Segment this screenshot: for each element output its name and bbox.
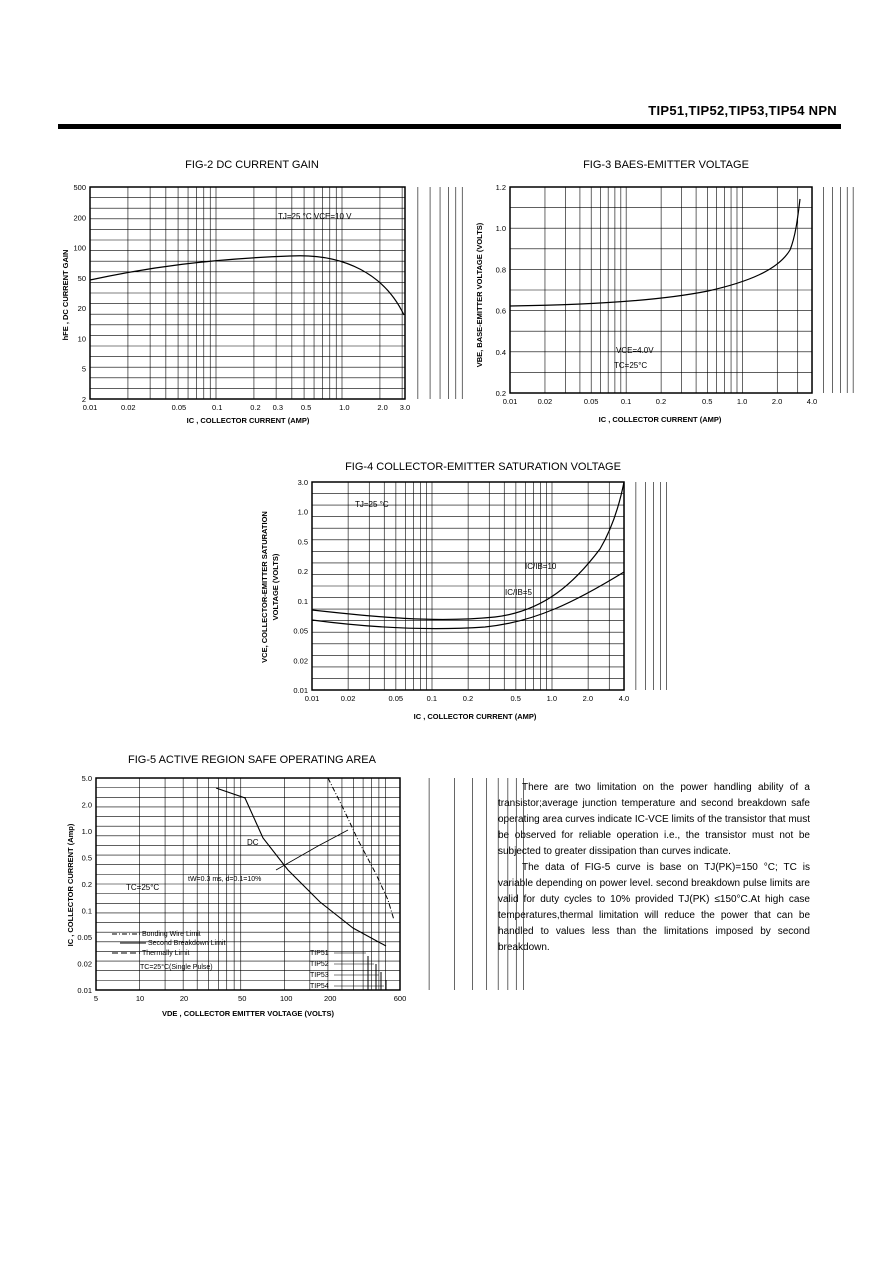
fig2-xlabel: IC , COLLECTOR CURRENT (AMP) [186, 416, 310, 425]
fig5-bonding-limit [328, 778, 394, 920]
fig5-ytick-label: 0.2 [81, 880, 92, 889]
fig3-xticks [503, 397, 818, 406]
fig2-xtick-label: 0.1 [211, 403, 223, 412]
fig4-ytick-label: 0.05 [293, 626, 308, 636]
fig5-legend-single-pulse: TC=25°C(Single Pulse) [140, 964, 213, 971]
fig5-ytick-label: 5.0 [81, 774, 92, 783]
fig5-ytick-label: 0.02 [77, 959, 92, 969]
fig5-xtick-label: 50 [238, 994, 247, 1003]
fig3-xlabel: IC , COLLECTOR CURRENT (AMP) [598, 415, 722, 424]
fig5-legend-second-breakdown: Second Breakdown Limit [148, 940, 226, 947]
fig5-xtick-label: 100 [279, 994, 293, 1003]
fig5-ytick-label: 1.0 [81, 827, 92, 836]
fig4-curve2-label: IC/IB=5 [505, 588, 532, 597]
fig4-ytick-label: 0.02 [293, 656, 308, 666]
fig4-annotation: TJ=25 °C [355, 500, 389, 509]
page-header-title: TIP51,TIP52,TIP53,TIP54 NPN [648, 103, 837, 118]
fig4-xlabel: IC , COLLECTOR CURRENT (AMP) [413, 712, 537, 721]
fig2-title: FIG-2 DC CURRENT GAIN [185, 159, 319, 171]
fig4-yticks [293, 478, 308, 695]
fig2-xtick-label: 3.0 [399, 403, 411, 412]
fig5-device-tip53: TIP53 [310, 972, 329, 979]
fig5-xlabel: VDE , COLLECTOR EMITTER VOLTAGE (VOLTS) [162, 1009, 334, 1018]
fig5-xtick-label: 20 [179, 994, 189, 1003]
fig5-pulse-label: tW=0.3 ms, d=0.1=10% [188, 876, 262, 883]
fig2-ytick-label: 20 [77, 304, 86, 314]
fig3-ylabel: VBE, BASE-EMITTER VOLTAGE (VOLTS) [475, 222, 484, 368]
fig5-ytick-label: 0.01 [77, 986, 92, 995]
fig3-xtick-label: 1.0 [736, 397, 748, 406]
fig4-xtick-label: 0.01 [304, 694, 320, 703]
fig3-grid [510, 187, 853, 393]
fig3-ytick-label: 1.0 [495, 224, 506, 234]
fig5-title: FIG-5 ACTIVE REGION SAFE OPERATING AREA [128, 754, 376, 766]
fig2-ytick-label: 50 [77, 273, 86, 283]
fig2-ytick-label: 200 [73, 213, 86, 223]
fig5-ytick-label: 2.0 [81, 800, 92, 810]
fig2-ytick-label: 2 [81, 395, 86, 404]
description-text [498, 780, 810, 956]
fig2-grid [90, 187, 462, 399]
fig4-chart [255, 457, 655, 727]
fig3-ytick-label: 1.2 [495, 183, 506, 192]
fig5-ytick-label: 0.1 [81, 906, 92, 916]
fig4-xtick-label: 1.0 [546, 694, 558, 703]
fig4-ytick-label: 0.5 [297, 537, 308, 547]
fig2-ytick-label: 10 [77, 334, 86, 344]
description-paragraph-2: The data of FIG-5 curve is base on TJ(PK)=150 °C; TC is variable depending on power level. second breakdown pulse limits are valid for duty cycles to 10% provided TJ(PK) ≤150°C.At high case temperatures,thermal limitation will reduce the power that can be handled to values less than the limitations imposed by second breakdown. [498, 862, 810, 953]
fig5-ylabel: IC , COLLECTOR CURRENT (Amp) [66, 823, 75, 947]
fig4-xtick-label: 0.5 [510, 694, 521, 703]
fig2-ytick-label: 5 [81, 364, 86, 374]
fig5-yticks [77, 774, 92, 995]
fig3-ytick-label: 0.8 [495, 265, 506, 275]
fig3-annotation-tc: TC=25°C [614, 361, 648, 370]
fig3-ytick-label: 0.2 [495, 389, 506, 398]
fig5-legend-bonding: Bonding Wire Limit [142, 931, 201, 938]
fig2-ylabel: hFE , DC CURRENT GAIN [61, 249, 70, 341]
fig4-ytick-label: 1.0 [297, 507, 308, 517]
fig3-xtick-label: 0.02 [537, 397, 553, 406]
fig3-chart [468, 155, 838, 430]
fig2-ytick-label: 100 [73, 243, 86, 253]
fig5-ytick-label: 0.05 [77, 933, 92, 942]
fig4-xtick-label: 4.0 [618, 694, 630, 703]
fig2-yticks [73, 183, 86, 404]
fig5-device-labels [310, 950, 384, 990]
fig2-xtick-label: 0.2 [250, 403, 261, 412]
fig2-curve [90, 256, 404, 315]
fig3-xtick-label: 0.01 [502, 397, 518, 406]
fig3-xtick-label: 0.2 [655, 397, 667, 406]
fig5-xtick-label: 200 [323, 994, 337, 1003]
fig4-xticks [305, 694, 630, 703]
fig2-xticks [83, 403, 411, 412]
fig5-xtick-label: 5 [93, 994, 99, 1003]
fig4-curve1-label: IC/IB=10 [525, 562, 557, 571]
fig5-chart [58, 750, 418, 1025]
fig2-ytick-label: 500 [73, 183, 86, 192]
fig4-xtick-label: 2.0 [582, 694, 594, 703]
fig5-device-tip51: TIP51 [310, 950, 329, 957]
fig4-xtick-label: 0.02 [340, 694, 356, 703]
fig5-xtick-label: 10 [135, 994, 145, 1003]
fig4-ytick-label: 3.0 [297, 478, 308, 487]
fig5-xticks [94, 994, 406, 1003]
fig3-ytick-label: 0.4 [495, 347, 506, 357]
header-rule [58, 124, 841, 129]
fig2-xtick-label: 1.0 [339, 403, 350, 412]
fig2-xtick-label: 0.3 [272, 403, 284, 412]
fig4-grid [312, 482, 667, 690]
fig3-xtick-label: 0.05 [583, 397, 599, 406]
fig4-title: FIG-4 COLLECTOR-EMITTER SATURATION VOLTAGE [345, 461, 621, 473]
fig4-ytick-label: 0.01 [293, 686, 308, 695]
fig4-xtick-label: 0.05 [388, 694, 404, 703]
fig4-ytick-label: 0.1 [297, 596, 308, 606]
fig2-xtick-label: 0.5 [300, 403, 312, 412]
fig3-xtick-label: 0.5 [701, 397, 713, 406]
fig3-title: FIG-3 BAES-EMITTER VOLTAGE [583, 159, 749, 171]
fig2-xtick-label: 0.01 [82, 403, 98, 412]
fig3-annotation-vce: VCE=4.0V [616, 346, 654, 355]
fig4-ytick-label: 0.2 [297, 567, 308, 577]
fig5-legend-thermal: Thermally Limit [142, 950, 190, 957]
fig5-device-tip52: TIP52 [310, 961, 329, 968]
fig4-xtick-label: 0.1 [426, 694, 438, 703]
fig2-chart [60, 155, 420, 430]
fig5-tc-label: TC=25°C [126, 883, 160, 892]
fig3-xtick-label: 0.1 [620, 397, 632, 406]
fig3-yticks [496, 183, 506, 398]
fig5-ytick-label: 0.5 [81, 853, 92, 863]
fig4-ylabel-line2: VOLTAGE (VOLTS) [271, 553, 280, 621]
description-paragraph-1: There are two limitation on the power handling ability of a transistor;average junction temperature and second breakdown safe operating area curves indicate IC-VCE limits of the transistor that must be observed for reliable operation i.e., the transistor must not be subjected to greater dissipation than curves indicate. [498, 782, 810, 857]
fig4-ylabel-line1: VCE, COLLECTOR-EMITTER SATURATION [260, 511, 269, 663]
fig3-xtick-label: 4.0 [806, 397, 818, 406]
fig3-ytick-label: 0.6 [495, 306, 506, 316]
fig3-xtick-label: 2.0 [771, 397, 783, 406]
fig2-xtick-label: 0.02 [120, 403, 136, 412]
fig5-grid [96, 778, 524, 990]
fig2-xtick-label: 0.05 [171, 403, 187, 412]
fig2-annotation: TJ=25 °C VCE=10 V [278, 212, 352, 221]
fig2-xtick-label: 2.0 [377, 403, 388, 412]
fig5-device-tip54: TIP54 [310, 983, 329, 990]
fig5-xtick-label: 600 [393, 994, 407, 1003]
fig4-xtick-label: 0.2 [462, 694, 474, 703]
fig5-dc-label: DC [247, 838, 259, 847]
